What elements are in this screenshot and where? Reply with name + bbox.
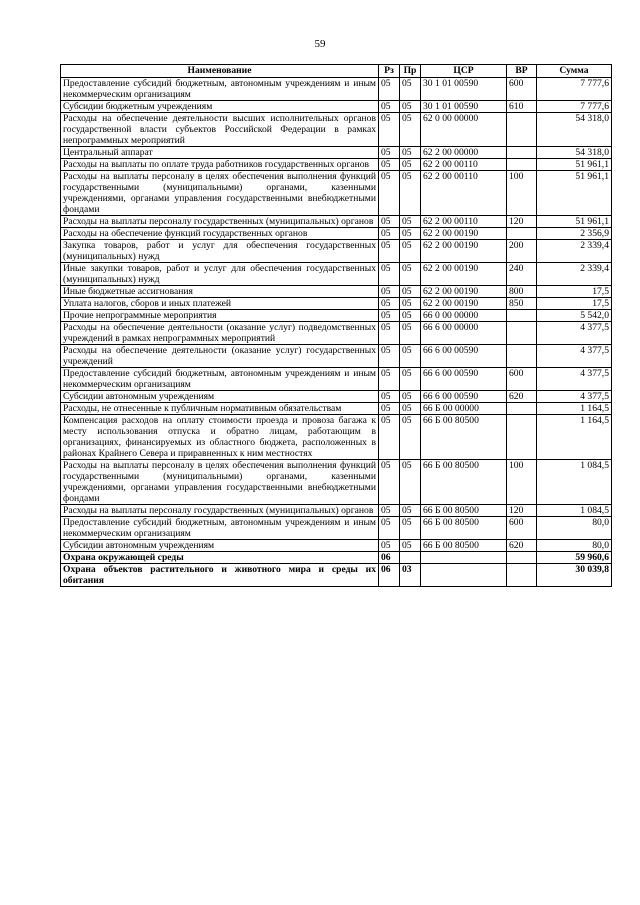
cell-name: Расходы на обеспечение деятельности (оказание услуг) государственных учреждений — [61, 345, 379, 368]
cell-sum: 4 377,5 — [537, 322, 612, 345]
cell-rz: 05 — [379, 403, 400, 415]
cell-csr: 30 1 01 00590 — [421, 78, 507, 101]
header-pr: Пр — [400, 65, 421, 78]
cell-pr: 05 — [400, 403, 421, 415]
cell-csr: 66 Б 00 80500 — [421, 505, 507, 517]
cell-csr: 62 2 00 00190 — [421, 286, 507, 298]
cell-name: Расходы на выплаты по оплате труда работников государственных органов — [61, 159, 379, 171]
cell-name: Охрана окружающей среды — [61, 552, 379, 564]
cell-rz: 05 — [379, 322, 400, 345]
cell-rz: 05 — [379, 228, 400, 240]
table-row — [61, 564, 612, 587]
cell-pr: 05 — [400, 216, 421, 228]
cell-name: Иные закупки товаров, работ и услуг для обеспечения государственных (муниципальных) нужд — [61, 263, 379, 286]
cell-vr: 600 — [507, 78, 537, 101]
cell-vr: 100 — [507, 171, 537, 216]
cell-pr: 05 — [400, 101, 421, 113]
cell-sum: 4 377,5 — [537, 391, 612, 403]
cell-rz: 05 — [379, 460, 400, 505]
cell-vr — [507, 403, 537, 415]
table-row — [61, 505, 612, 517]
cell-name: Прочие непрограммные мероприятия — [61, 310, 379, 322]
cell-vr: 850 — [507, 298, 537, 310]
cell-name: Предоставление субсидий бюджетным, автономным учреждениям и иным некоммерческим организациям — [61, 368, 379, 391]
table-header-row — [61, 65, 612, 78]
cell-name: Предоставление субсидий бюджетным, автономным учреждениям и иным некоммерческим организациям — [61, 78, 379, 101]
cell-name: Субсидии автономным учреждениям — [61, 540, 379, 552]
cell-name: Расходы на выплаты персоналу в целях обеспечения выполнения функций государственными (муниципальными) органами, казенными учреждениями, органами управления государственными внебюджетными фондами — [61, 460, 379, 505]
cell-rz: 05 — [379, 240, 400, 263]
cell-csr: 62 2 00 00190 — [421, 228, 507, 240]
cell-vr — [507, 147, 537, 159]
cell-name: Расходы на обеспечение деятельности высших исполнительных органов государственной власти субъектов Российской Федерации в рамках непрограммных мероприятий — [61, 113, 379, 147]
cell-vr: 120 — [507, 216, 537, 228]
cell-csr: 30 1 01 00590 — [421, 101, 507, 113]
cell-name: Расходы на обеспечение деятельности (оказание услуг) подведомственных учреждений в рамках непрограммных мероприятий — [61, 322, 379, 345]
cell-vr — [507, 310, 537, 322]
cell-csr: 66 Б 00 80500 — [421, 540, 507, 552]
cell-pr: 05 — [400, 263, 421, 286]
cell-csr: 66 Б 00 00000 — [421, 403, 507, 415]
cell-rz: 05 — [379, 345, 400, 368]
cell-name: Предоставление субсидий бюджетным, автономным учреждениям и иным некоммерческим организациям — [61, 517, 379, 540]
cell-name: Расходы на обеспечение функций государственных органов — [61, 228, 379, 240]
cell-sum: 17,5 — [537, 298, 612, 310]
cell-rz: 05 — [379, 517, 400, 540]
cell-name: Уплата налогов, сборов и иных платежей — [61, 298, 379, 310]
cell-pr: 05 — [400, 78, 421, 101]
cell-sum: 80,0 — [537, 540, 612, 552]
table-row — [61, 345, 612, 368]
cell-rz: 05 — [379, 147, 400, 159]
cell-csr: 66 6 00 00590 — [421, 368, 507, 391]
cell-vr: 100 — [507, 460, 537, 505]
cell-pr: 05 — [400, 391, 421, 403]
cell-pr: 05 — [400, 517, 421, 540]
cell-sum: 1 084,5 — [537, 460, 612, 505]
cell-csr: 66 6 00 00000 — [421, 322, 507, 345]
header-sum: Сумма — [537, 65, 612, 78]
cell-csr: 66 Б 00 80500 — [421, 415, 507, 460]
cell-sum: 17,5 — [537, 286, 612, 298]
cell-pr: 05 — [400, 240, 421, 263]
cell-rz: 05 — [379, 310, 400, 322]
cell-rz: 05 — [379, 78, 400, 101]
cell-rz: 05 — [379, 391, 400, 403]
cell-vr: 200 — [507, 240, 537, 263]
cell-sum: 54 318,0 — [537, 113, 612, 147]
cell-csr: 66 Б 00 80500 — [421, 460, 507, 505]
table-row — [61, 78, 612, 101]
cell-csr: 62 2 00 00190 — [421, 263, 507, 286]
cell-pr — [400, 552, 421, 564]
cell-rz: 05 — [379, 505, 400, 517]
table-row — [61, 552, 612, 564]
header-vr: ВР — [507, 65, 537, 78]
cell-sum: 54 318,0 — [537, 147, 612, 159]
cell-csr — [421, 564, 507, 587]
cell-sum: 2 339,4 — [537, 240, 612, 263]
cell-sum: 7 777,6 — [537, 101, 612, 113]
cell-vr: 620 — [507, 391, 537, 403]
cell-pr: 05 — [400, 345, 421, 368]
cell-vr — [507, 564, 537, 587]
cell-csr: 66 6 00 00590 — [421, 345, 507, 368]
cell-name: Субсидии автономным учреждениям — [61, 391, 379, 403]
cell-sum: 7 777,6 — [537, 78, 612, 101]
cell-vr — [507, 415, 537, 460]
cell-pr: 05 — [400, 540, 421, 552]
cell-rz: 05 — [379, 263, 400, 286]
table-row — [61, 228, 612, 240]
cell-rz: 05 — [379, 368, 400, 391]
cell-rz: 06 — [379, 552, 400, 564]
cell-rz: 05 — [379, 286, 400, 298]
table-row — [61, 113, 612, 147]
table-row — [61, 517, 612, 540]
table-row — [61, 240, 612, 263]
cell-vr — [507, 113, 537, 147]
cell-sum: 2 339,4 — [537, 263, 612, 286]
cell-csr: 62 2 00 00110 — [421, 171, 507, 216]
cell-sum: 59 960,6 — [537, 552, 612, 564]
cell-csr: 66 6 00 00590 — [421, 391, 507, 403]
cell-sum: 5 542,0 — [537, 310, 612, 322]
cell-vr: 800 — [507, 286, 537, 298]
cell-vr: 600 — [507, 517, 537, 540]
cell-sum: 1 084,5 — [537, 505, 612, 517]
cell-csr: 66 Б 00 80500 — [421, 517, 507, 540]
table-row — [61, 171, 612, 216]
table-row — [61, 147, 612, 159]
cell-sum: 51 961,1 — [537, 216, 612, 228]
cell-sum: 1 164,5 — [537, 403, 612, 415]
cell-rz: 05 — [379, 159, 400, 171]
cell-pr: 05 — [400, 228, 421, 240]
table-row — [61, 263, 612, 286]
cell-name: Расходы, не отнесенные к публичным нормативным обязательствам — [61, 403, 379, 415]
cell-sum: 1 164,5 — [537, 415, 612, 460]
cell-pr: 05 — [400, 147, 421, 159]
cell-name: Охрана объектов растительного и животного мира и среды их обитания — [61, 564, 379, 587]
cell-vr — [507, 228, 537, 240]
cell-name: Закупка товаров, работ и услуг для обеспечения государственных (муниципальных) нужд — [61, 240, 379, 263]
table-row — [61, 322, 612, 345]
cell-sum: 51 961,1 — [537, 171, 612, 216]
cell-csr: 66 0 00 00000 — [421, 310, 507, 322]
cell-pr: 05 — [400, 286, 421, 298]
cell-sum: 2 356,9 — [537, 228, 612, 240]
table-row — [61, 101, 612, 113]
table-row — [61, 415, 612, 460]
cell-pr: 05 — [400, 298, 421, 310]
cell-pr: 05 — [400, 171, 421, 216]
cell-vr: 610 — [507, 101, 537, 113]
cell-rz: 05 — [379, 298, 400, 310]
table-row — [61, 159, 612, 171]
cell-rz: 05 — [379, 171, 400, 216]
cell-csr: 62 2 00 00110 — [421, 216, 507, 228]
cell-name: Расходы на выплаты персоналу в целях обеспечения выполнения функций государственными (муниципальными) органами, казенными учреждениями, органами управления государственными внебюджетными фондами — [61, 171, 379, 216]
table-row — [61, 391, 612, 403]
cell-pr: 05 — [400, 460, 421, 505]
cell-name: Расходы на выплаты персоналу государственных (муниципальных) органов — [61, 216, 379, 228]
cell-pr: 05 — [400, 368, 421, 391]
cell-rz: 05 — [379, 216, 400, 228]
cell-sum: 4 377,5 — [537, 368, 612, 391]
header-rz: Рз — [379, 65, 400, 78]
cell-vr — [507, 552, 537, 564]
cell-vr: 120 — [507, 505, 537, 517]
table-row — [61, 403, 612, 415]
cell-csr — [421, 552, 507, 564]
cell-rz: 05 — [379, 415, 400, 460]
cell-rz: 05 — [379, 113, 400, 147]
cell-pr: 05 — [400, 322, 421, 345]
table-row — [61, 460, 612, 505]
table-row — [61, 310, 612, 322]
table-row — [61, 298, 612, 310]
cell-sum: 51 961,1 — [537, 159, 612, 171]
cell-name: Расходы на выплаты персоналу государственных (муниципальных) органов — [61, 505, 379, 517]
cell-pr: 05 — [400, 159, 421, 171]
table-row — [61, 286, 612, 298]
cell-csr: 62 2 00 00110 — [421, 159, 507, 171]
cell-sum: 80,0 — [537, 517, 612, 540]
cell-pr: 05 — [400, 505, 421, 517]
page-number: 59 — [314, 38, 326, 50]
cell-pr: 03 — [400, 564, 421, 587]
cell-sum: 4 377,5 — [537, 345, 612, 368]
cell-vr — [507, 159, 537, 171]
cell-csr: 62 2 00 00000 — [421, 147, 507, 159]
cell-name: Субсидии бюджетным учреждениям — [61, 101, 379, 113]
cell-name: Компенсация расходов на оплату стоимости проезда и провоза багажа к месту использования отпуска и обратно лицам, работающим в организациях, финансируемых из областного бюджета, расположенных в районах Крайнего Севера и приравненных к ним местностях — [61, 415, 379, 460]
cell-vr: 620 — [507, 540, 537, 552]
table-body — [61, 78, 612, 587]
cell-rz: 06 — [379, 564, 400, 587]
cell-vr — [507, 345, 537, 368]
cell-csr: 62 0 00 00000 — [421, 113, 507, 147]
table-row — [61, 216, 612, 228]
cell-csr: 62 2 00 00190 — [421, 240, 507, 263]
cell-rz: 05 — [379, 101, 400, 113]
header-csr: ЦСР — [421, 65, 507, 78]
cell-vr — [507, 322, 537, 345]
cell-rz: 05 — [379, 540, 400, 552]
cell-vr: 240 — [507, 263, 537, 286]
table-row — [61, 540, 612, 552]
header-name: Наименование — [61, 65, 379, 78]
cell-name: Центральный аппарат — [61, 147, 379, 159]
budget-table — [60, 64, 612, 587]
cell-sum: 30 039,8 — [537, 564, 612, 587]
table-row — [61, 368, 612, 391]
cell-pr: 05 — [400, 415, 421, 460]
cell-csr: 62 2 00 00190 — [421, 298, 507, 310]
cell-pr: 05 — [400, 310, 421, 322]
cell-name: Иные бюджетные ассигнования — [61, 286, 379, 298]
cell-pr: 05 — [400, 113, 421, 147]
cell-vr: 600 — [507, 368, 537, 391]
